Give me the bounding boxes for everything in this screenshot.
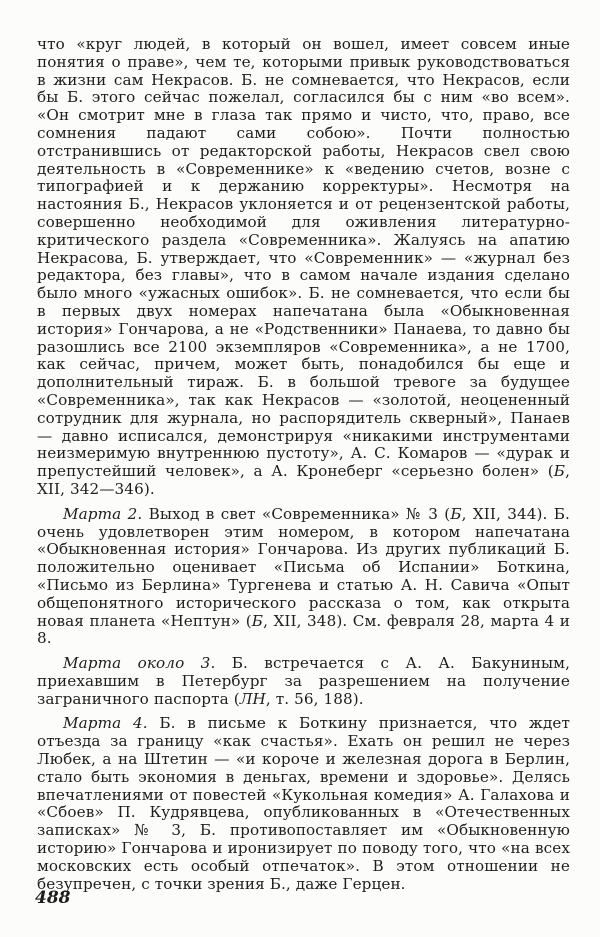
text-segment: Выход в свет «Современника» № 3 ( (142, 504, 451, 523)
italic-text-segment: Марта 2. (63, 504, 143, 523)
text-segment: , XII, 348). См. февраля 28, марта 4 и 8. (37, 611, 570, 648)
paragraph-2 (37, 506, 570, 648)
text-segment: Б. встречается с А. А. Бакуниным, приехавшим в Петербург за разрешением на получение заграничного паспорта ( (37, 654, 570, 708)
paragraph-1 (37, 36, 570, 499)
page-number: 488 (35, 888, 71, 908)
italic-text-segment: Б (553, 462, 566, 481)
italic-text-segment: ЛН (239, 689, 266, 708)
text-segment: , XII, 342—346). (37, 462, 570, 498)
paragraph-4 (37, 715, 570, 893)
italic-text-segment: Марта 4. (63, 714, 148, 733)
text-block (37, 36, 570, 893)
italic-text-segment: Марта около 3. (63, 654, 216, 673)
text-segment: Б. в письме к Боткину признается, что ждет отъезда за границу «как счастья». Ехать он решил не через Любек, а на Штетин — «и короче и железная дорога в Берлин, стало быть экономия в деньгах, времени и здоровье». Делясь впечатлениями от повестей «Кукольная комедия» А. Галахова и «Сбоев» П. Кудрявцева, опубликованных в «Отечественных записках» № 3, Б. противопоставляет им «Обыкновенную историю» Гончарова и иронизирует по поводу того, что «на всех московских есть особый отпечаток». В этом отношении не безупречен, с точки зрения Б., даже Герцен. (37, 714, 570, 893)
italic-text-segment: Б (450, 504, 462, 523)
text-segment: , XII, 344). Б. очень удовлетворен этим номером, в котором напечатана «Обыкновенная история» Гончарова. Из других публикаций Б. положительно оценивает «Письма об Испании» Боткина, «Письмо из Берлина» Тургенева и статью А. Н. Савича «Опыт общепонятного исторического рассказа о том, как открыта новая планета «Нептун» ( (37, 504, 570, 630)
text-segment: что «круг людей, в который он вошел, имеет совсем иные понятия о праве», чем те, которыми привык руководствоваться в жизни сам Некрасов. Б. не сомневается, что Некрасов, если бы Б. этого сейчас пожелал, согласился бы с ним «во всем». «Он смотрит мне в глаза так прямо и чисто, что, право, все сомнения падают сами собою». Почти полностью отстранившись от редакторской работы, Некрасов свел свою деятельность в «Современнике» к «ведению счетов, возне с типографией и к держанию корректуры». Несмотря на настояния Б., Некрасов уклоняется и от рецензентской работы, совершенно необходимой для оживления литературно-критического раздела «Современника». Жалуясь на апатию Некрасова, Б. утверждает, что «Современник» — «журнал без редактора, без главы», что в самом начале издания сделано было много «ужасных ошибок». Б. не сомневается, что если бы в первых двух номерах напечатана была «Обыкновенная история» Гончарова, а не «Родственники» Панаева, то давно бы разошлись все 2100 экземпляров «Современника», а не 1700, как сейчас, причем, может быть, понадобился бы еще и дополнительный тираж. Б. в большой тревоге за будущее «Современника», так как Некрасов — «золотой, неоцененный сотрудник для журнала, но распорядитель скверный», Панаев — давно исписался, демонстрируя «никакими инструментами неизмеримую внутреннюю пустоту», А. С. Комаров — «дурак и препустейший человек», а А. Кронеберг «серьезно болен» ( (37, 35, 570, 481)
italic-text-segment: Б (251, 611, 264, 630)
paragraph-3 (37, 655, 570, 708)
text-segment: , т. 56, 188). (265, 689, 364, 708)
